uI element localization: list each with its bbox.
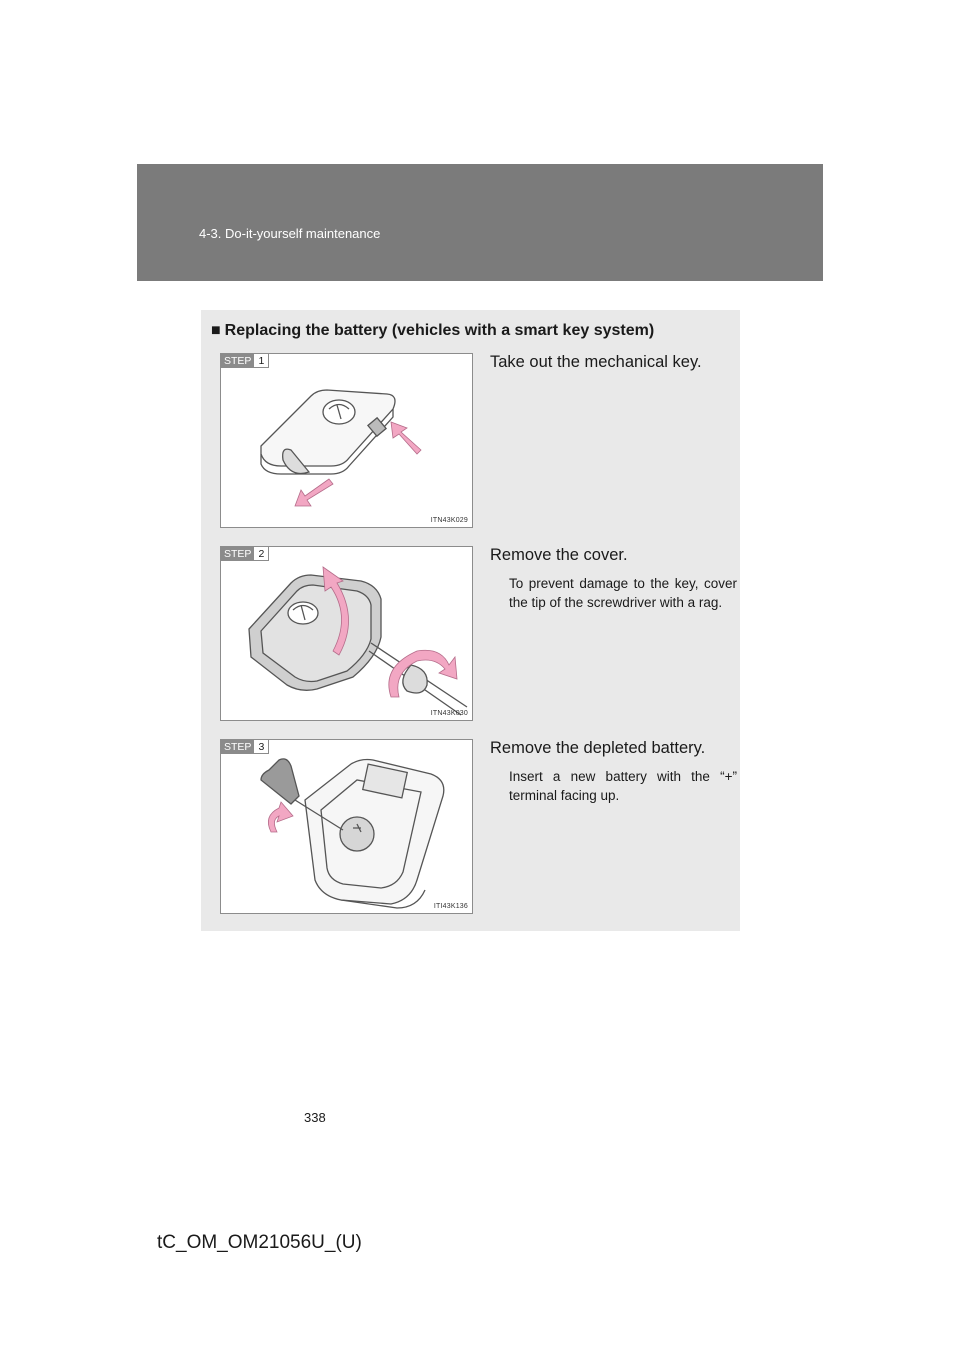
- key-remove-cover-illustration: [221, 547, 472, 720]
- square-bullet-icon: ■: [211, 322, 221, 339]
- key-remove-battery-illustration: [221, 740, 472, 913]
- step-3-note: Insert a new battery with the “+” terminal facing up.: [509, 769, 737, 803]
- step-2-note: To prevent damage to the key, cover the tip of the screwdriver with a rag.: [509, 576, 737, 610]
- step-1-figure: [220, 353, 473, 528]
- step-3: [220, 739, 737, 914]
- step-3-figure: [220, 739, 473, 914]
- step-badge: STEP 1: [221, 354, 269, 368]
- step-badge: STEP 3: [221, 740, 269, 754]
- header-band: [137, 164, 823, 281]
- panel-heading-text: Replacing the battery (vehicles with a smart key system): [224, 322, 655, 339]
- key-remove-mechanical-key-illustration: [221, 354, 472, 527]
- figure-code: ITI43K136: [433, 903, 468, 910]
- panel-heading: [211, 322, 654, 340]
- step-2-figure: [220, 546, 473, 721]
- step-1: [220, 353, 720, 528]
- figure-code: ITN43K029: [430, 517, 468, 524]
- step-2-instruction: Remove the cover.: [490, 546, 628, 564]
- step-2: [220, 546, 737, 721]
- page-number: 338: [304, 1110, 326, 1125]
- step-3-instruction: Remove the depleted battery.: [490, 739, 706, 757]
- document-code: tC_OM_OM21056U_(U): [157, 1232, 362, 1253]
- section-title: 4-3. Do-it-yourself maintenance: [199, 226, 381, 241]
- battery-replacement-panel: [201, 310, 740, 931]
- step-1-instruction: Take out the mechanical key.: [490, 353, 702, 371]
- step-badge: STEP 2: [221, 547, 269, 561]
- figure-code: ITN43K030: [430, 710, 468, 717]
